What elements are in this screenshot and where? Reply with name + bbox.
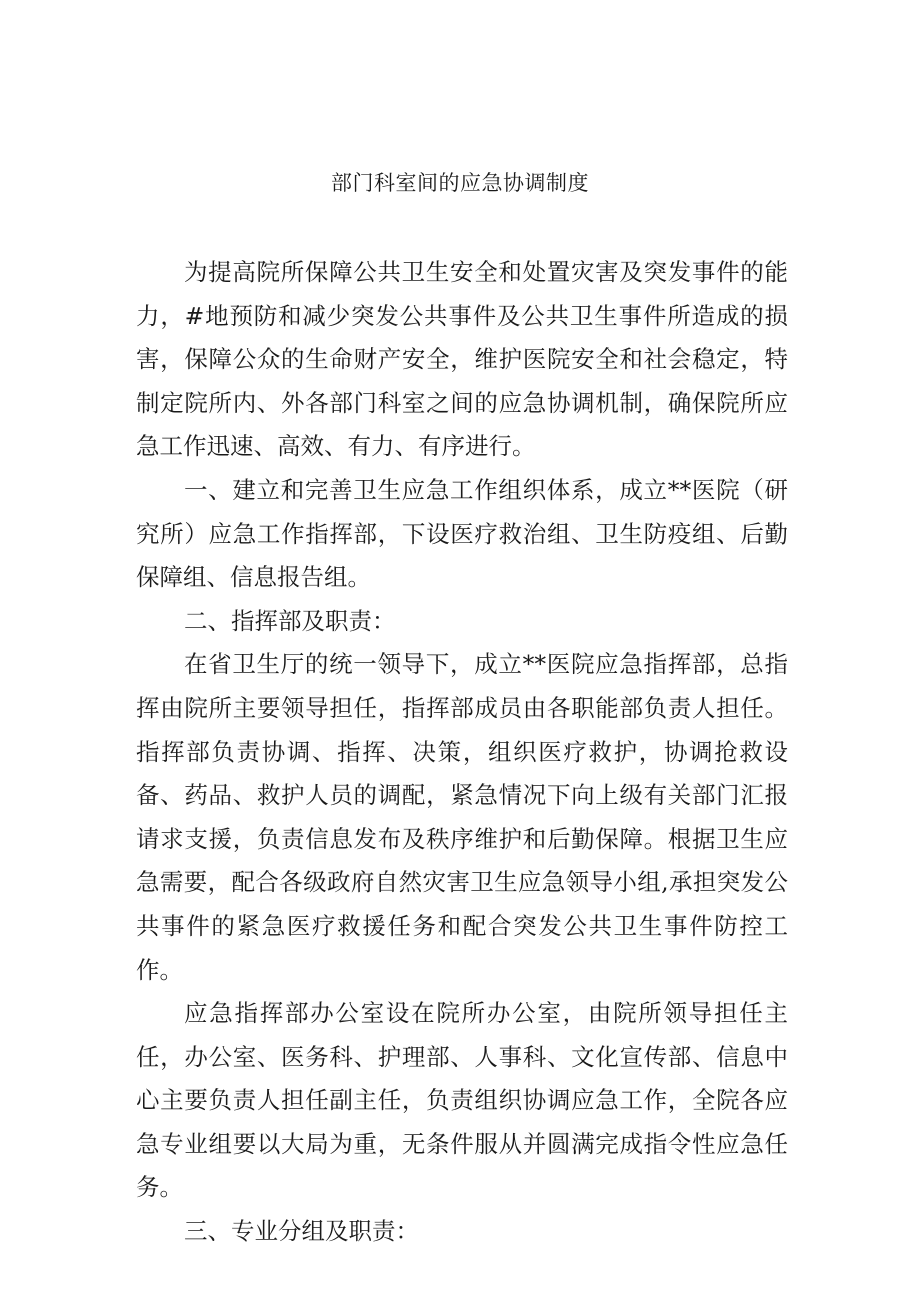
paragraph-section-1: 一、建立和完善卫生应急工作组织体系，成立**医院（研究所）应急工作指挥部，下设医疗救治组、卫生防疫组、后勤保障组、信息报告组。: [136, 475, 788, 592]
paragraph-command-duties: 在省卫生厅的统一领导下，成立**医院应急指挥部，总指挥由院所主要领导担任，指挥部成员由各职能部负责人担任。指挥部负责协调、指挥、决策，组织医疗救护，协调抢救设备、药品、救护人员的调配，紧急情况下向上级有关部门汇报请求支援，负责信息发布及秩序维护和后勤保障。根据卫生应急需要，配合各级政府自然灾害卫生应急领导小组,承担突发公共事件的紧急医疗救援任务和配合突发公共卫生事件防控工作。: [136, 650, 788, 984]
document-body: [136, 251, 788, 1254]
paragraph-intro: 为提高院所保障公共卫生安全和处置灾害及突发事件的能力，#地预防和减少突发公共事件及公共卫生事件所造成的损害，保障公众的生命财产安全，维护医院安全和社会稳定，特制定院所内、外各部门科室之间的应急协调机制，确保院所应急工作迅速、高效、有力、有序进行。: [136, 258, 788, 461]
paragraph-section-3-heading: 三、专业分组及职责：: [184, 1217, 419, 1246]
paragraph-section-2-heading: 二、指挥部及职责：: [184, 606, 396, 635]
document-title: 部门科室间的应急协调制度: [331, 171, 589, 195]
paragraph-command-office: 应急指挥部办公室设在院所办公室，由院所领导担任主任，办公室、医务科、护理部、人事科、文化宣传部、信息中心主要负责人担任副主任，负责组织协调应急工作，全院各应急专业组要以大局为重，无条件服从并圆满完成指令性应急任务。: [136, 999, 788, 1202]
